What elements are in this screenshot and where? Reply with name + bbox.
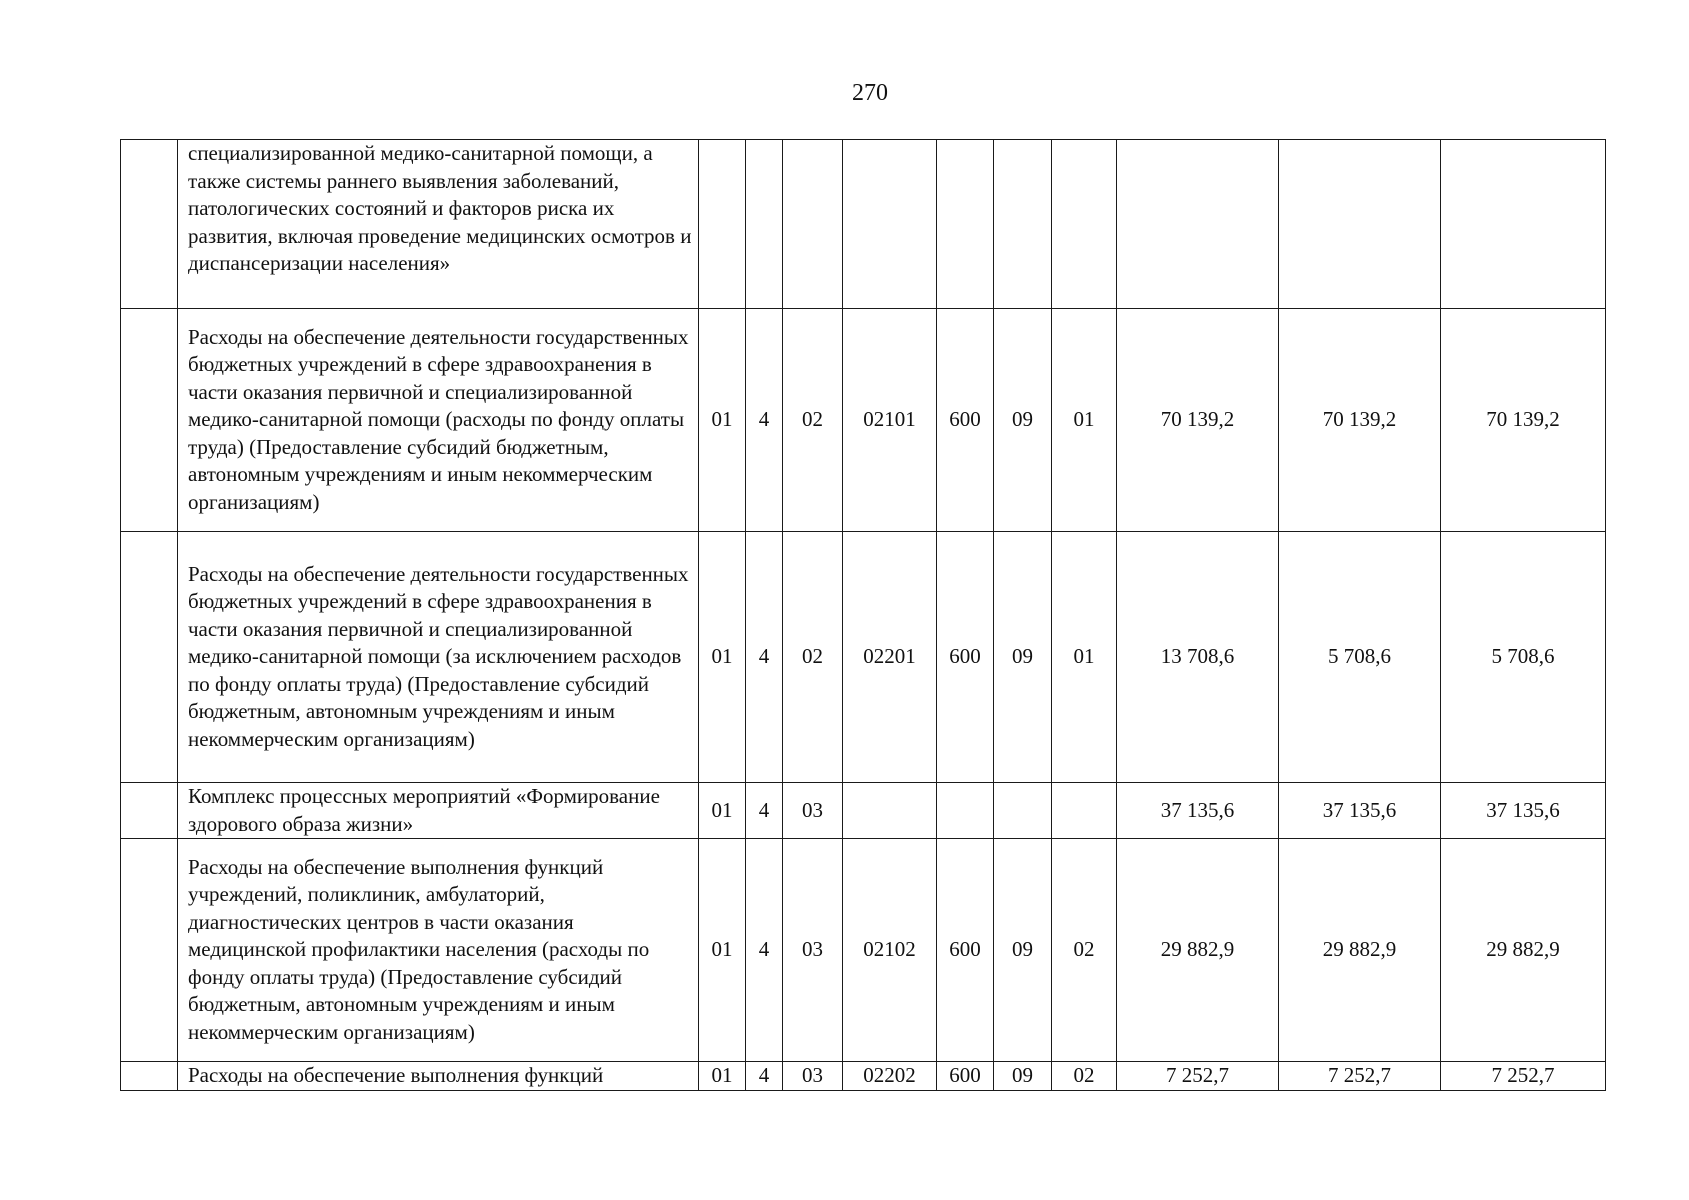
code-cell: 03	[783, 1062, 843, 1091]
code-cell	[783, 140, 843, 309]
budget-table	[120, 139, 1606, 1091]
amount-cell: 29 882,9	[1279, 839, 1441, 1062]
amount-cell: 5 708,6	[1279, 532, 1441, 783]
row-number-cell	[121, 783, 178, 839]
amount-cell	[1279, 140, 1441, 309]
code-cell	[1052, 783, 1117, 839]
code-cell: 02	[783, 532, 843, 783]
code-cell: 02102	[843, 839, 937, 1062]
code-cell: 01	[699, 309, 746, 532]
code-cell	[994, 140, 1052, 309]
code-cell	[746, 140, 783, 309]
code-cell: 600	[937, 839, 994, 1062]
page-number: 270	[852, 80, 888, 106]
code-cell: 01	[1052, 532, 1117, 783]
code-cell: 02	[783, 309, 843, 532]
expense-name-cell: Расходы на обеспечение выполнения функций учреждений, поликлиник, амбулаторий, диагностических центров в части оказания медицинской профилактики населения (расходы по фонду оплаты труда) (Предоставление субсидий бюджетным, автономным учреждениям и иным некоммерческим организациям)	[178, 839, 699, 1062]
expense-name-cell: специализированной медико-санитарной помощи, а также системы раннего выявления заболеваний, патологических состояний и факторов риска их развития, включая проведение медицинских осмотров и диспансеризации населения»	[178, 140, 699, 309]
code-cell: 09	[994, 532, 1052, 783]
code-cell: 01	[699, 839, 746, 1062]
code-cell: 02	[1052, 839, 1117, 1062]
amount-cell: 13 708,6	[1117, 532, 1279, 783]
table-row	[121, 140, 1606, 309]
code-cell	[843, 783, 937, 839]
code-cell: 01	[699, 1062, 746, 1091]
amount-cell	[1117, 140, 1279, 309]
table-row	[121, 839, 1606, 1062]
code-cell: 02101	[843, 309, 937, 532]
expense-name-cell: Расходы на обеспечение выполнения функций	[178, 1062, 699, 1091]
row-number-cell	[121, 839, 178, 1062]
amount-cell: 7 252,7	[1117, 1062, 1279, 1091]
expense-name-cell: Расходы на обеспечение деятельности государственных бюджетных учреждений в сфере здравоохранения в части оказания первичной и специализированной медико-санитарной помощи (расходы по фонду оплаты труда) (Предоставление субсидий бюджетным, автономным учреждениям и иным некоммерческим организациям)	[178, 309, 699, 532]
code-cell: 09	[994, 309, 1052, 532]
table-row	[121, 309, 1606, 532]
amount-cell: 70 139,2	[1441, 309, 1606, 532]
code-cell: 600	[937, 1062, 994, 1091]
amount-cell	[1441, 140, 1606, 309]
code-cell: 01	[1052, 309, 1117, 532]
amount-cell: 70 139,2	[1117, 309, 1279, 532]
amount-cell: 37 135,6	[1279, 783, 1441, 839]
code-cell: 02201	[843, 532, 937, 783]
code-cell	[937, 140, 994, 309]
code-cell: 4	[746, 1062, 783, 1091]
code-cell	[1052, 140, 1117, 309]
code-cell: 01	[699, 783, 746, 839]
code-cell	[937, 783, 994, 839]
code-cell: 02202	[843, 1062, 937, 1091]
code-cell	[843, 140, 937, 309]
code-cell: 600	[937, 532, 994, 783]
code-cell: 4	[746, 783, 783, 839]
amount-cell: 37 135,6	[1117, 783, 1279, 839]
code-cell: 03	[783, 839, 843, 1062]
amount-cell: 5 708,6	[1441, 532, 1606, 783]
code-cell	[699, 140, 746, 309]
amount-cell: 37 135,6	[1441, 783, 1606, 839]
code-cell: 09	[994, 839, 1052, 1062]
amount-cell: 29 882,9	[1441, 839, 1606, 1062]
amount-cell: 7 252,7	[1279, 1062, 1441, 1091]
row-number-cell	[121, 1062, 178, 1091]
code-cell: 4	[746, 839, 783, 1062]
code-cell: 03	[783, 783, 843, 839]
amount-cell: 7 252,7	[1441, 1062, 1606, 1091]
table-row	[121, 1062, 1606, 1091]
code-cell	[994, 783, 1052, 839]
row-number-cell	[121, 140, 178, 309]
expense-name-cell: Комплекс процессных мероприятий «Формирование здорового образа жизни»	[178, 783, 699, 839]
code-cell: 4	[746, 309, 783, 532]
code-cell: 600	[937, 309, 994, 532]
code-cell: 4	[746, 532, 783, 783]
code-cell: 02	[1052, 1062, 1117, 1091]
amount-cell: 70 139,2	[1279, 309, 1441, 532]
row-number-cell	[121, 309, 178, 532]
row-number-cell	[121, 532, 178, 783]
code-cell: 01	[699, 532, 746, 783]
code-cell: 09	[994, 1062, 1052, 1091]
expense-name-cell: Расходы на обеспечение деятельности государственных бюджетных учреждений в сфере здравоохранения в части оказания первичной и специализированной медико-санитарной помощи (за исключением расходов по фонду оплаты труда) (Предоставление субсидий бюджетным, автономным учреждениям и иным некоммерческим организациям)	[178, 532, 699, 783]
table-row	[121, 532, 1606, 783]
table-row	[121, 783, 1606, 839]
amount-cell: 29 882,9	[1117, 839, 1279, 1062]
